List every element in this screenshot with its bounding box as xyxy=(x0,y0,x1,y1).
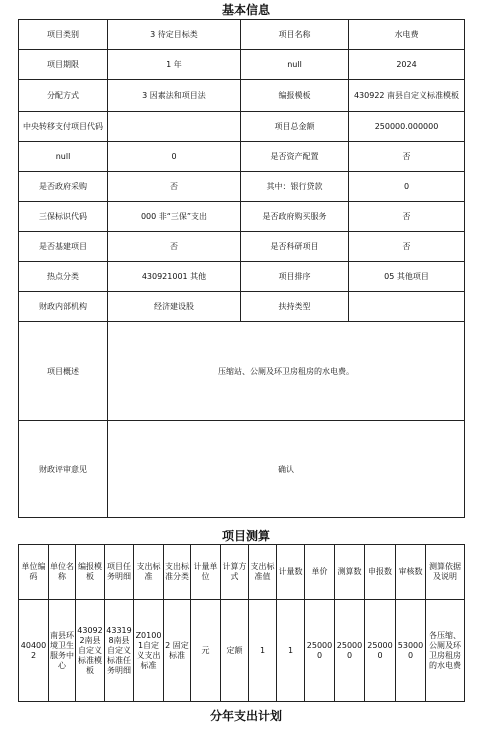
field-value: 0 xyxy=(108,142,241,172)
calc-data-cell: 元 xyxy=(191,600,221,702)
field-value: 经济建设股 xyxy=(108,292,241,322)
calc-data-cell: 404002 xyxy=(19,600,49,702)
basic-row xyxy=(19,262,465,292)
calc-header-cell: 单位名称 xyxy=(49,545,76,600)
calc-header-row xyxy=(19,545,465,600)
field-label: null xyxy=(19,142,108,172)
review-row xyxy=(19,421,465,518)
basic-row xyxy=(19,80,465,112)
basic-row xyxy=(19,292,465,322)
annual-plan-title: 分年支出计划 xyxy=(209,709,282,723)
basic-row xyxy=(19,20,465,50)
field-label: 财政内部机构 xyxy=(19,292,108,322)
field-value: 250000.000000 xyxy=(349,112,465,142)
field-value: 430922 南县自定义标准模板 xyxy=(349,80,465,112)
field-label: null xyxy=(241,50,349,80)
calc-header-cell: 计算方式 xyxy=(221,545,249,600)
field-value: 3 待定目标类 xyxy=(108,20,241,50)
calc-data-cell: 定额 xyxy=(221,600,249,702)
basic-row xyxy=(19,142,465,172)
calc-data-cell: Z01001自定义支出标准 xyxy=(134,600,164,702)
field-value: 05 其他项目 xyxy=(349,262,465,292)
field-value: 否 xyxy=(108,172,241,202)
field-label: 分配方式 xyxy=(19,80,108,112)
calc-table xyxy=(18,544,465,702)
review-value: 确认 xyxy=(108,421,465,518)
calc-data-cell: 1 xyxy=(249,600,277,702)
field-value: 430921001 其他 xyxy=(108,262,241,292)
basic-row xyxy=(19,112,465,142)
field-value: 0 xyxy=(349,172,465,202)
field-label: 是否政府采购 xyxy=(19,172,108,202)
field-value: 否 xyxy=(349,142,465,172)
field-label: 三保标识代码 xyxy=(19,202,108,232)
calc-data-cell: 250000 xyxy=(335,600,365,702)
field-value: 2024 xyxy=(349,50,465,80)
calc-header-cell: 单位编码 xyxy=(19,545,49,600)
calc-data-cell: 250000 xyxy=(305,600,335,702)
calc-data-cell: 2 固定标准 xyxy=(164,600,191,702)
calc-header-cell: 单价 xyxy=(305,545,335,600)
calc-header-cell: 测算依据及说明 xyxy=(426,545,465,600)
field-label: 项目期限 xyxy=(19,50,108,80)
calc-header-cell: 计量单位 xyxy=(191,545,221,600)
basic-row xyxy=(19,50,465,80)
calc-title: 项目测算 xyxy=(221,529,270,543)
basic-info-table xyxy=(18,19,465,518)
field-value: 否 xyxy=(108,232,241,262)
overview-label: 项目概述 xyxy=(19,322,108,421)
calc-header-cell: 支出标准分类 xyxy=(164,545,191,600)
field-value: 否 xyxy=(349,232,465,262)
calc-data-cell: 1 xyxy=(277,600,305,702)
field-label: 中央转移支付项目代码 xyxy=(19,112,108,142)
field-label: 是否资产配置 xyxy=(241,142,349,172)
field-label: 是否科研项目 xyxy=(241,232,349,262)
field-label: 项目总金额 xyxy=(241,112,349,142)
field-label: 扶持类型 xyxy=(241,292,349,322)
field-value: 1 年 xyxy=(108,50,241,80)
calc-data-cell: 430922南县自定义标准模板 xyxy=(76,600,105,702)
field-label: 编报模板 xyxy=(241,80,349,112)
field-label: 项目类别 xyxy=(19,20,108,50)
field-value: 3 因素法和项目法 xyxy=(108,80,241,112)
basic-row xyxy=(19,202,465,232)
calc-data-cell: 各压缩、公厕及环卫房租房的水电费 xyxy=(426,600,465,702)
field-label: 项目名称 xyxy=(241,20,349,50)
review-label: 财政评审意见 xyxy=(19,421,108,518)
calc-header-cell: 项目任务明细 xyxy=(105,545,134,600)
field-label: 项目排序 xyxy=(241,262,349,292)
overview-value: 压缩站、公厕及环卫房租房的水电费。 xyxy=(108,322,465,421)
basic-row xyxy=(19,232,465,262)
basic-info-title: 基本信息 xyxy=(221,3,270,17)
calc-header-cell: 申报数 xyxy=(365,545,396,600)
field-value: 水电费 xyxy=(349,20,465,50)
calc-header-cell: 测算数 xyxy=(335,545,365,600)
calc-data-cell: 530000 xyxy=(396,600,426,702)
field-label: 热点分类 xyxy=(19,262,108,292)
field-value: 000 非“三保”支出 xyxy=(108,202,241,232)
overview-row xyxy=(19,322,465,421)
calc-header-cell: 支出标准值 xyxy=(249,545,277,600)
field-value xyxy=(349,292,465,322)
calc-data-cell: 南县环境卫生服务中心 xyxy=(49,600,76,702)
calc-data-row xyxy=(19,600,465,702)
field-value xyxy=(108,112,241,142)
calc-header-cell: 支出标准 xyxy=(134,545,164,600)
calc-header-cell: 计量数 xyxy=(277,545,305,600)
basic-row xyxy=(19,172,465,202)
field-label: 是否政府购买服务 xyxy=(241,202,349,232)
field-label: 是否基建项目 xyxy=(19,232,108,262)
field-value: 否 xyxy=(349,202,465,232)
calc-header-cell: 编报模板 xyxy=(76,545,105,600)
calc-data-cell: 433198南县自定义标准任务明细 xyxy=(105,600,134,702)
calc-header-cell: 审核数 xyxy=(396,545,426,600)
field-label: 其中：银行贷款 xyxy=(241,172,349,202)
calc-data-cell: 250000 xyxy=(365,600,396,702)
